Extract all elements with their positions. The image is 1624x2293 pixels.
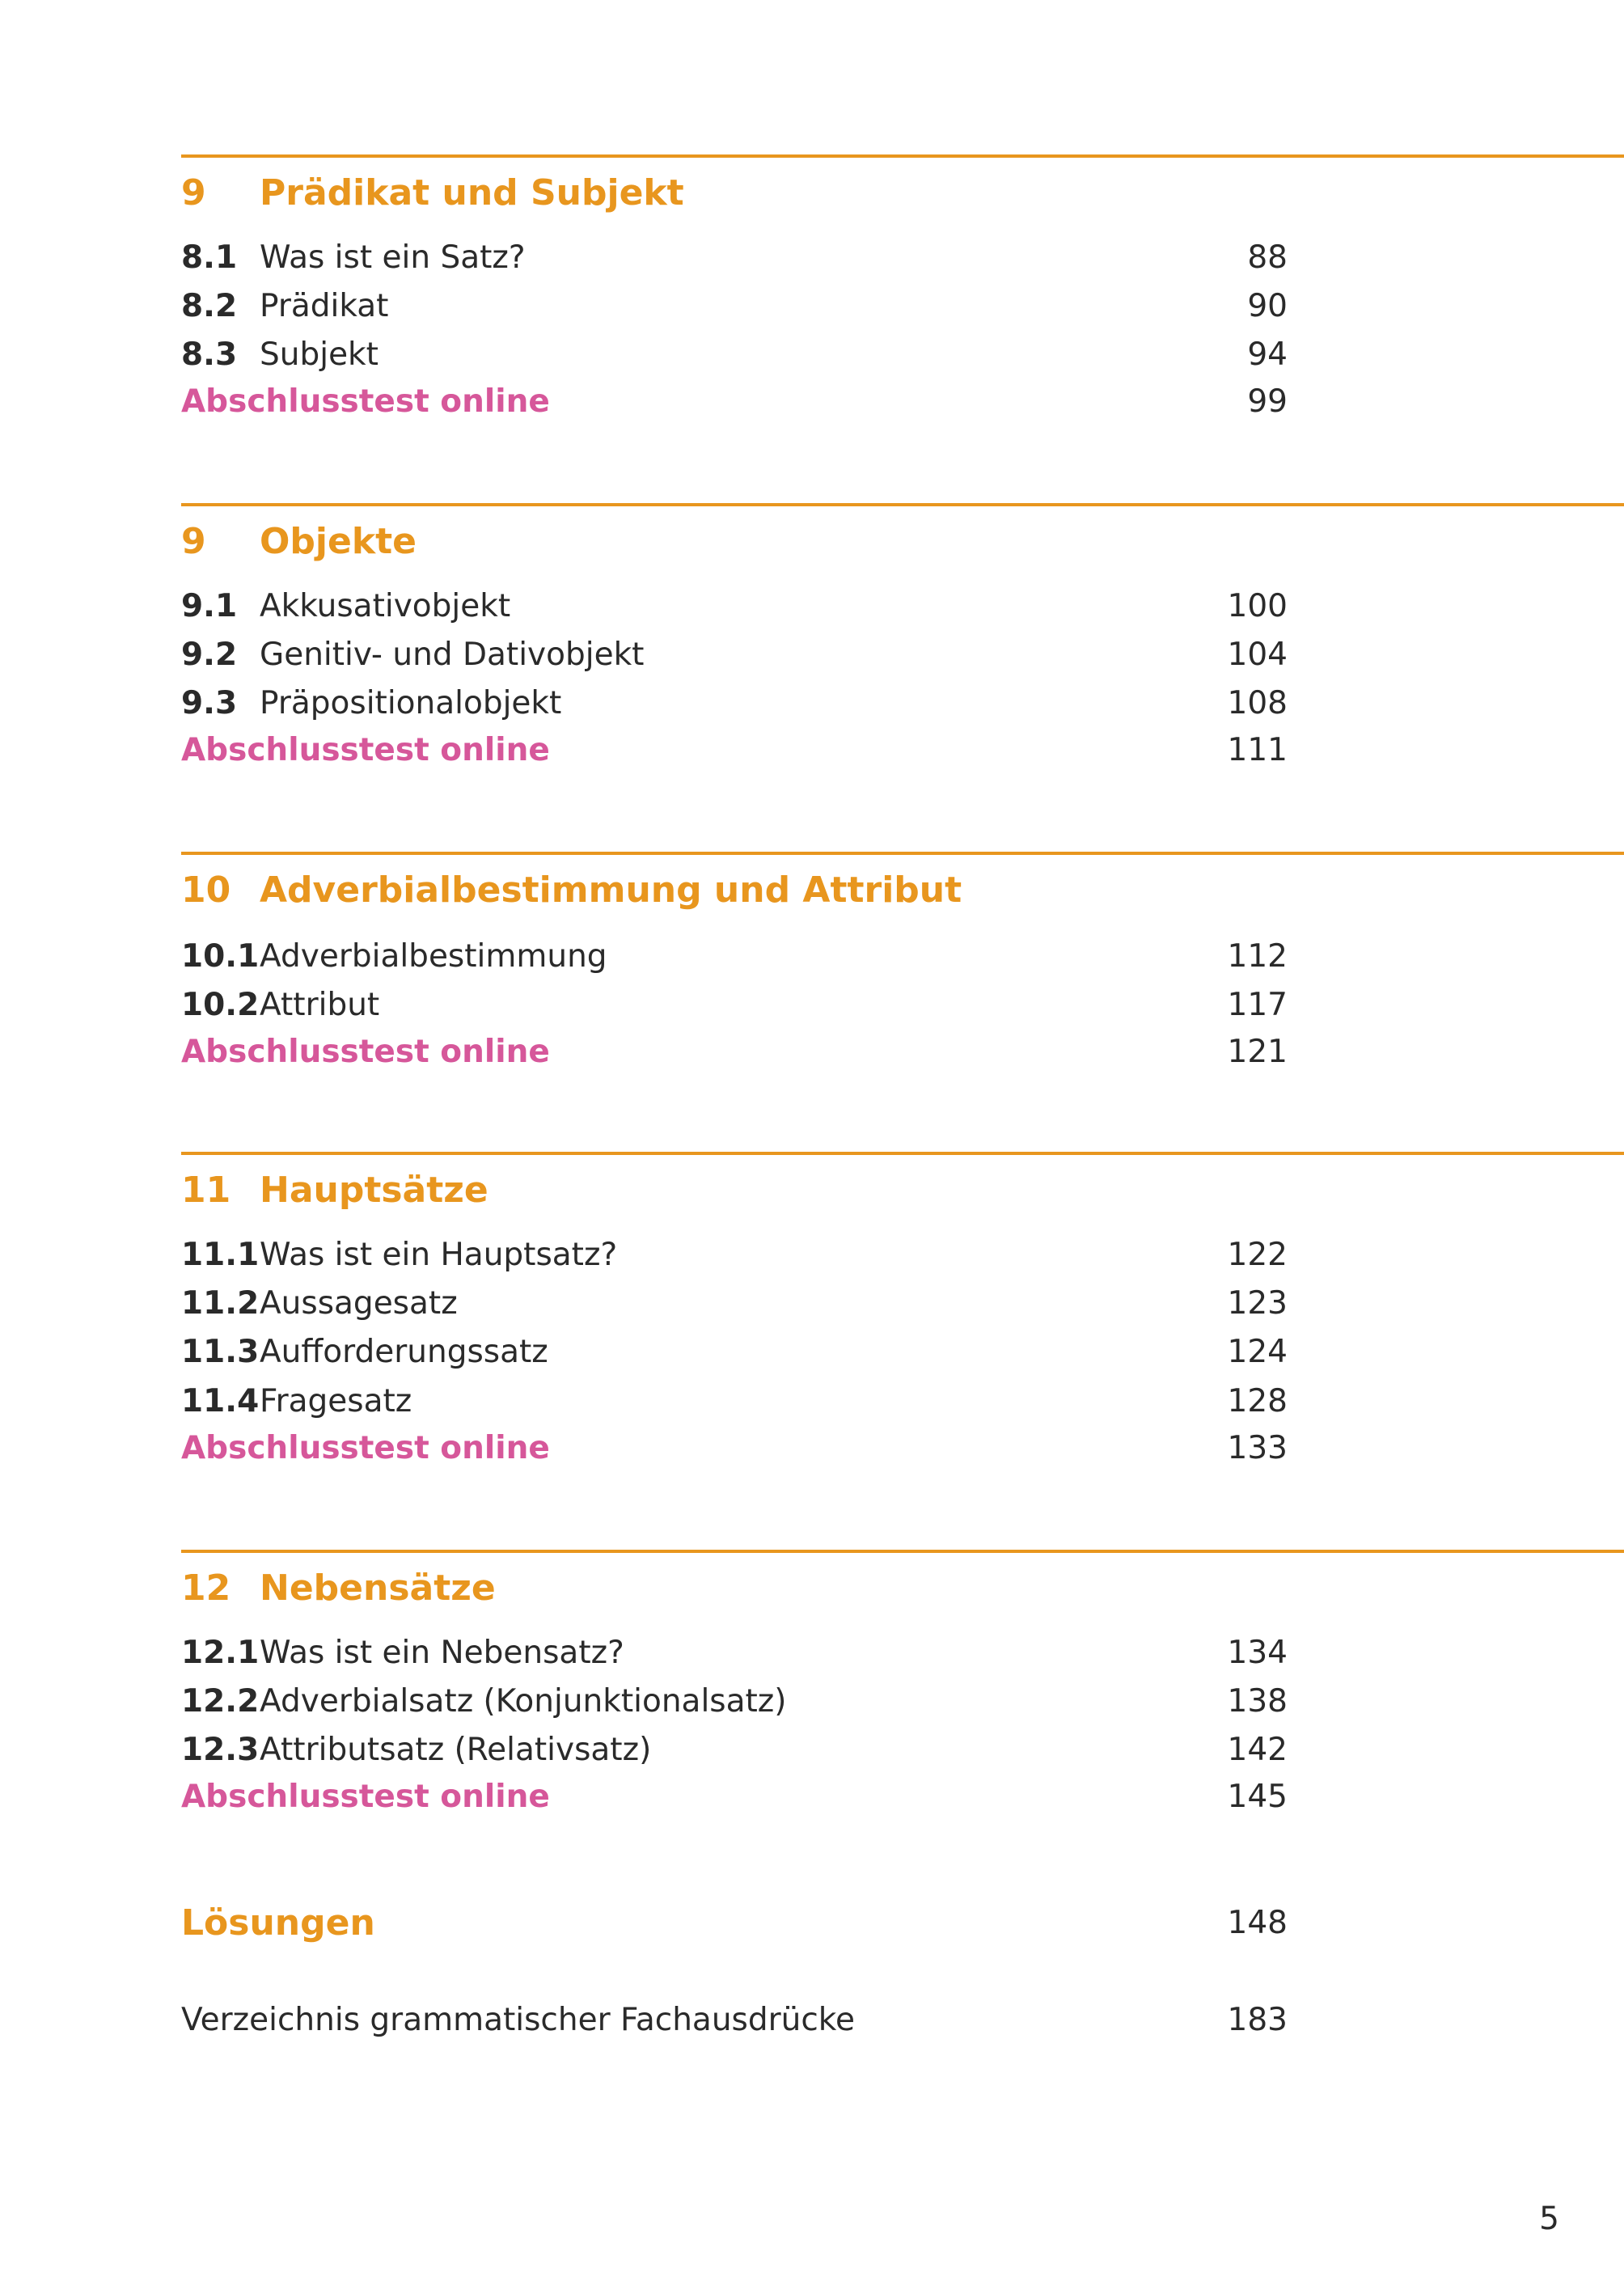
entry-page: 148 <box>1227 1905 1288 1941</box>
entry-page: 104 <box>1227 637 1288 673</box>
entry-title: Fragesatz <box>260 1383 412 1419</box>
entry-title: Attribut <box>260 987 380 1023</box>
entry-number: 9.1 <box>181 588 238 624</box>
toc-entry[interactable] <box>181 237 1288 279</box>
entry-title: Akkusativobjekt <box>260 588 511 624</box>
entry-page: 142 <box>1227 1732 1288 1768</box>
toc-entry[interactable] <box>181 1729 1288 1771</box>
entry-number: 8.1 <box>181 239 238 276</box>
entry-page: 100 <box>1227 588 1288 624</box>
entry-title: Prädikat <box>260 288 389 324</box>
section-title: Hauptsätze <box>260 1170 488 1211</box>
entry-number: 12.1 <box>181 1635 260 1671</box>
entry-title: Was ist ein Satz? <box>260 239 526 276</box>
online-test-link[interactable] <box>181 381 1288 423</box>
toc-entry[interactable] <box>181 334 1288 376</box>
toc-entry[interactable] <box>181 683 1288 725</box>
entry-number: 11.3 <box>181 1334 260 1370</box>
entry-number: 9.2 <box>181 637 238 673</box>
entry-title: Was ist ein Nebensatz? <box>260 1635 624 1671</box>
entry-page: 117 <box>1227 987 1288 1023</box>
entry-number: 12.3 <box>181 1732 260 1768</box>
page-number: 5 <box>1539 2201 1559 2237</box>
section-divider <box>181 852 1624 855</box>
toc-entry[interactable] <box>181 286 1288 328</box>
entry-title: Attributsatz (Relativsatz) <box>260 1732 652 1768</box>
section-title: Prädikat und Subjekt <box>260 172 684 214</box>
entry-page: 124 <box>1227 1334 1288 1370</box>
entry-page: 134 <box>1227 1635 1288 1671</box>
section-title: Nebensätze <box>260 1567 496 1609</box>
toc-entry[interactable] <box>181 1381 1288 1423</box>
loesungen-title: Lösungen <box>181 1902 375 1944</box>
entry-page: 122 <box>1227 1237 1288 1273</box>
section-number: 11 <box>181 1170 231 1211</box>
online-test-label: Abschlusstest online <box>181 1034 550 1070</box>
online-test-label: Abschlusstest online <box>181 1779 550 1815</box>
section-divider <box>181 1550 1624 1553</box>
toc-entry[interactable] <box>181 984 1288 1026</box>
entry-page: 123 <box>1227 1285 1288 1322</box>
online-test-link[interactable] <box>181 1776 1288 1818</box>
toc-entry[interactable] <box>181 1681 1288 1723</box>
entry-page: 133 <box>1227 1430 1288 1466</box>
entry-number: 10.1 <box>181 938 260 975</box>
toc-entry[interactable] <box>181 586 1288 628</box>
entry-title: Subjekt <box>260 336 379 373</box>
entry-number: 11.2 <box>181 1285 260 1322</box>
section-title: Objekte <box>260 521 417 562</box>
entry-page: 183 <box>1227 2002 1288 2038</box>
entry-number: 8.3 <box>181 336 238 373</box>
entry-number: 8.2 <box>181 288 238 324</box>
entry-title: Aufforderungssatz <box>260 1334 548 1370</box>
toc-entry[interactable] <box>181 1331 1288 1373</box>
entry-number: 12.2 <box>181 1683 260 1720</box>
entry-page: 94 <box>1247 336 1288 373</box>
online-test-link[interactable] <box>181 1031 1288 1073</box>
entry-page: 99 <box>1247 383 1288 420</box>
section-divider <box>181 503 1624 506</box>
entry-page: 108 <box>1227 685 1288 721</box>
section-number: 9 <box>181 172 206 214</box>
section-number: 9 <box>181 521 206 562</box>
entry-page: 111 <box>1227 732 1288 768</box>
toc-entry[interactable] <box>181 1234 1288 1276</box>
toc-entry-verzeichnis[interactable] <box>181 1999 1288 2041</box>
toc-entry[interactable] <box>181 634 1288 676</box>
section-title: Adverbialbestimmung und Attribut <box>260 869 962 911</box>
entry-page: 138 <box>1227 1683 1288 1720</box>
entry-page: 121 <box>1227 1034 1288 1070</box>
online-test-label: Abschlusstest online <box>181 732 550 768</box>
entry-page: 90 <box>1247 288 1288 324</box>
toc-entry[interactable] <box>181 1632 1288 1674</box>
entry-number: 11.1 <box>181 1237 260 1273</box>
entry-title: Genitiv- und Dativobjekt <box>260 637 645 673</box>
entry-title: Adverbialbestimmung <box>260 938 607 975</box>
section-number: 12 <box>181 1567 231 1609</box>
entry-number: 9.3 <box>181 685 238 721</box>
entry-page: 112 <box>1227 938 1288 975</box>
verzeichnis-title: Verzeichnis grammatischer Fachausdrücke <box>181 2002 855 2038</box>
entry-title: Adverbialsatz (Konjunktionalsatz) <box>260 1683 787 1720</box>
online-test-link[interactable] <box>181 730 1288 772</box>
entry-title: Was ist ein Hauptsatz? <box>260 1237 618 1273</box>
section-divider <box>181 154 1624 158</box>
section-number: 10 <box>181 869 231 911</box>
toc-entry[interactable] <box>181 936 1288 978</box>
entry-number: 10.2 <box>181 987 260 1023</box>
online-test-label: Abschlusstest online <box>181 383 550 420</box>
online-test-link[interactable] <box>181 1428 1288 1470</box>
entry-page: 128 <box>1227 1383 1288 1419</box>
entry-number: 11.4 <box>181 1383 260 1419</box>
entry-title: Aussagesatz <box>260 1285 458 1322</box>
entry-title: Präpositionalobjekt <box>260 685 562 721</box>
online-test-label: Abschlusstest online <box>181 1430 550 1466</box>
toc-entry[interactable] <box>181 1283 1288 1325</box>
entry-page: 145 <box>1227 1779 1288 1815</box>
entry-page: 88 <box>1247 239 1288 276</box>
toc-entry-loesungen[interactable] <box>181 1899 1288 1948</box>
section-divider <box>181 1152 1624 1155</box>
